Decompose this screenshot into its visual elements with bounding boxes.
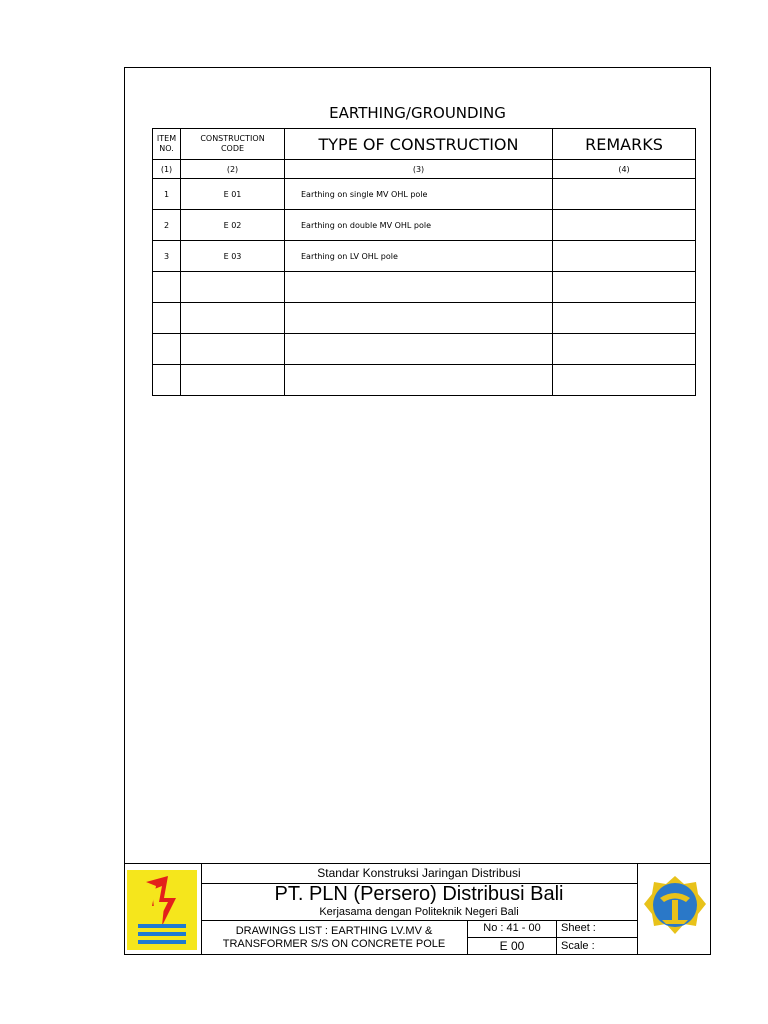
pln-logo-wave — [138, 924, 186, 928]
header-type-of-construction: TYPE OF CONSTRUCTION — [285, 129, 553, 160]
pln-logo-wave — [138, 932, 186, 936]
cell-remarks — [553, 303, 696, 334]
table-row — [153, 272, 696, 303]
header-item-no: ITEM NO. — [153, 129, 181, 160]
politeknik-logo-base — [662, 920, 688, 924]
cell-remarks — [553, 179, 696, 210]
table-row — [153, 334, 696, 365]
cell-code — [181, 303, 285, 334]
cell-code: E 01 — [181, 179, 285, 210]
column-number: (2) — [181, 160, 285, 179]
pln-logo-cell — [124, 864, 202, 955]
column-number: (1) — [153, 160, 181, 179]
drawing-number: No : 41 - 00 — [483, 922, 541, 934]
cell-code — [181, 365, 285, 396]
header-construction-code: CONSTRUCTION CODE — [181, 129, 285, 160]
column-number-row — [153, 160, 696, 179]
cell-item — [153, 272, 181, 303]
divider — [556, 920, 557, 955]
divider — [201, 920, 637, 921]
column-number: (3) — [285, 160, 553, 179]
drawing-title-line-2: TRANSFORMER S/S ON CONCRETE POLE — [222, 938, 446, 950]
sheet-label: Sheet : — [561, 922, 596, 934]
drawing-title-line-1: DRAWINGS LIST : EARTHING LV.MV & — [235, 925, 433, 937]
cell-code: E 03 — [181, 241, 285, 272]
cell-code — [181, 334, 285, 365]
cell-remarks — [553, 334, 696, 365]
scale-label: Scale : — [561, 940, 595, 952]
column-number: (4) — [553, 160, 696, 179]
table-row — [153, 179, 696, 210]
cell-code — [181, 272, 285, 303]
company-name: PT. PLN (Persero) Distribusi Bali — [274, 883, 564, 905]
drawing-code: E 00 — [499, 939, 525, 953]
header-remarks: REMARKS — [553, 129, 696, 160]
cell-item: 3 — [153, 241, 181, 272]
drawings-list-table — [152, 128, 696, 396]
title-block — [124, 863, 711, 955]
table-row — [153, 303, 696, 334]
politeknik-logo-pillar — [672, 900, 678, 920]
cooperation-label: Kerjasama dengan Politeknik Negeri Bali — [319, 906, 519, 918]
politeknik-logo-icon — [638, 864, 712, 955]
cell-type — [285, 365, 553, 396]
politeknik-logo-cell — [637, 864, 712, 955]
cell-code: E 02 — [181, 210, 285, 241]
cell-type: Earthing on double MV OHL pole — [285, 210, 553, 241]
cell-item — [153, 334, 181, 365]
pln-logo-icon — [124, 864, 201, 955]
divider — [467, 937, 637, 938]
cell-remarks — [553, 210, 696, 241]
table-row — [153, 210, 696, 241]
cell-remarks — [553, 365, 696, 396]
cell-item — [153, 365, 181, 396]
cell-item — [153, 303, 181, 334]
cell-remarks — [553, 241, 696, 272]
table-header-row — [153, 129, 696, 160]
cell-type: Earthing on single MV OHL pole — [285, 179, 553, 210]
table-row — [153, 241, 696, 272]
table-row — [153, 365, 696, 396]
cell-type: Earthing on LV OHL pole — [285, 241, 553, 272]
standard-label: Standar Konstruksi Jaringan Distribusi — [317, 866, 521, 880]
cell-item: 1 — [153, 179, 181, 210]
document-title: EARTHING/GROUNDING — [329, 104, 506, 122]
pln-logo-wave — [138, 940, 186, 944]
cell-type — [285, 303, 553, 334]
cell-type — [285, 272, 553, 303]
cell-type — [285, 334, 553, 365]
cell-item: 2 — [153, 210, 181, 241]
cell-remarks — [553, 272, 696, 303]
